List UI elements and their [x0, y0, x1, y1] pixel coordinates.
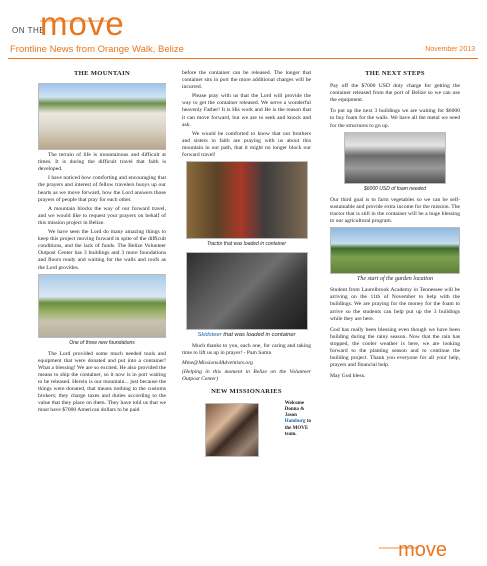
mountain-paragraph: The Lord provided some much needed tools and equipment that were donated and put into a container! What a blessing! We are so excited. He also provided the means to ship the container, so it now is in port waiting to be released. Herein is our mountain... just because the things were donated, that means nothing to the customs brokers; they charge taxes and duties according to the value that they place on them. They have told us that we must have $7000 American dollars to be paid: [38, 350, 166, 414]
foundation-caption: One of three new foundations: [69, 339, 135, 346]
prayer-paragraph: Please pray with us that the Lord will provide the way to get the container released. We serve a wonderful heavenly Father! It is His work and He is the reason that it can move forward, but we are to seek and knock and ask.: [182, 93, 311, 128]
signature-note: (Helping in this moment in Belize on the Volunteer Outpost Center): [182, 368, 311, 382]
nm-line: [285, 419, 311, 425]
heading-next-steps: THE NEXT STEPS: [365, 70, 425, 77]
next-steps-paragraph: To put up the next 3 buildings we are waiting for $6000 to buy foam for the walls. We have all the metal we need for the structures to go up.: [330, 108, 460, 129]
nm-surname[interactable]: Hamburg: [284, 419, 306, 425]
tractor-caption: Tractor that was loaded in container: [206, 241, 287, 248]
prayer-paragraph: before the container can be released. The longer that container sits in port the more additional charges will be incurred.: [182, 70, 311, 91]
prayer-paragraph: We would be comforted to know that our brothers and sisters in faith are praying with us about this mountain in our path, that it might no longer block our forward travel!: [182, 130, 311, 159]
garden-photo: [330, 227, 460, 274]
nm-line: Welcome: [284, 400, 305, 406]
next-steps-paragraph: Student from Laurelbrook Academy in Tennessee will be arriving on the 11th of November to help with the buildings. We are praying for the money for the foam to arrive so the students can help put up the 3 buildings while they are here.: [330, 287, 460, 322]
new-missionaries-text: [285, 401, 311, 438]
skidsteer-photo: [186, 252, 308, 330]
skidsteer-caption-rest: that was loaded in container: [221, 332, 296, 339]
skidsteer-caption-link[interactable]: Skidsteer: [197, 332, 222, 339]
missionaries-photo: [205, 403, 259, 457]
mountain-paragraph: We have seen the Lord do many amazing things to keep this project moving forward in spite of the difficult conditions, and the lack of funds. The Belize Volunteer Outpost Center has 3 buildings and 3 more foundations and floors ready and waiting for the walls and roofs as the Lord provides.: [38, 229, 166, 271]
foam-caption: $6000 USD of foam needed: [364, 185, 426, 192]
tractor-photo: [186, 161, 308, 239]
heading-new-missionaries: NEW MISSIONARIES: [211, 387, 282, 395]
signature-email: Mme@Missions4Adventists.org: [182, 359, 253, 366]
nm-line: Donna &: [284, 407, 305, 413]
header-subtitle: Frontline News from Orange Walk, Belize: [10, 44, 184, 55]
column-prayer: [182, 70, 311, 548]
nm-line: the MOVE: [284, 425, 309, 431]
nm-line: team.: [284, 431, 297, 437]
skidsteer-caption: [182, 332, 311, 339]
rocks-photo: [38, 83, 166, 150]
mountain-paragraph: I have noticed how comforting and encouraging that the prayers and interest of fellow travelers buoys up our hearts as we move forward, how the Lord answers those prayers of people that pray for each other.: [38, 175, 166, 203]
next-steps-paragraph: Our third goal is to farm vegetables so we can be self-sustainable and provide extra income for the mission. The tractor that is still in the container will be a huge blessing to our agricultural program.: [330, 196, 460, 225]
foam-photo: [344, 132, 446, 184]
header-logo: move: [40, 5, 125, 42]
header-rule: [8, 58, 478, 59]
mountain-paragraph: A mountain blocks the way of our forward travel, and we would like to request your prayers on behalf of this mission project in Belize.: [38, 205, 166, 226]
footer-logo: move: [398, 539, 447, 561]
next-steps-paragraph: Pay off the $7000 USD duty charge for getting the container released from the port of Belize so we can use the equipment.: [330, 83, 460, 104]
header-on-the: ON THE: [12, 26, 46, 35]
column-mountain: [38, 70, 166, 548]
nm-line: Jason: [284, 413, 297, 419]
column-next-steps: [330, 70, 460, 548]
blessing-line: May God bless.: [330, 373, 366, 380]
nm-line-rest: to: [305, 419, 311, 425]
mountain-paragraph: The terrain of life is mountainous and difficult at times. It is during the difficult travel that faith is developed.: [38, 152, 166, 173]
foundation-photo: [38, 274, 166, 338]
next-steps-paragraph: God has really been blessing even though we have been building during the rainy season. Now that the rain has stopped, the cooler weather is here, we are looking forward to the planting season and to continue the building project. Thank you everyone for all your help, prayers and financial help.: [330, 326, 460, 369]
prayer-paragraph: Much thanks to you, each one, for caring and taking time to lift us up in prayer! - Pam Sumn: [182, 343, 311, 357]
garden-caption: The start of the garden location: [357, 276, 433, 283]
new-missionaries-block: [182, 401, 311, 459]
header-date: November 2013: [425, 46, 475, 53]
heading-mountain: THE MOUNTAIN: [73, 70, 131, 77]
